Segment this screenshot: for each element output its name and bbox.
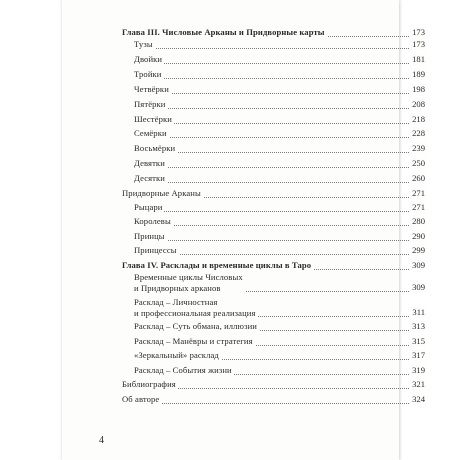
dot-leader	[134, 333, 425, 346]
toc-entry-title	[122, 259, 313, 271]
toc-entry-title-line: Девятки	[134, 158, 165, 168]
dot-leader	[134, 199, 425, 212]
toc-entry-page-number: 239	[412, 143, 425, 153]
toc-entry-title	[122, 378, 178, 390]
toc-entry	[134, 140, 425, 152]
toc-entry-title-line: Расклад – Суть обмана, иллюзии	[134, 321, 257, 331]
toc-entry-title-line: Четвёрки	[134, 84, 169, 94]
dot-leader	[134, 96, 425, 109]
toc-entry-page-number: 315	[412, 336, 425, 346]
dot-leader	[134, 36, 425, 49]
toc-entry-page-number: 228	[412, 128, 425, 138]
toc-entry-title-line: Временные циклы Числовых	[134, 272, 243, 282]
dot-leader	[134, 81, 425, 94]
toc-entry-title	[134, 349, 221, 361]
toc-entry-page-number: 189	[412, 69, 425, 79]
toc-entry-title	[122, 393, 161, 405]
toc-entry-title	[134, 215, 173, 227]
toc-entry-title-line: Тройки	[134, 69, 162, 79]
toc-entry-title-line: и Придворных арканов	[134, 282, 221, 293]
dot-leader	[134, 228, 425, 241]
toc-entry-page-number: 299	[412, 245, 425, 255]
dot-leader	[122, 257, 425, 270]
toc-entry-title-line: Шестёрки	[134, 114, 172, 124]
dot-leader	[122, 376, 425, 389]
toc-entry	[122, 391, 425, 403]
dot-leader	[122, 185, 425, 198]
table-of-contents	[122, 0, 425, 460]
toc-entry-title	[134, 272, 245, 293]
toc-entry	[134, 228, 425, 240]
toc-entry	[134, 297, 425, 318]
toc-entry-title-line: Расклад – Личностная	[134, 297, 218, 307]
toc-entry	[134, 111, 425, 123]
toc-entry	[134, 272, 425, 293]
toc-entry	[122, 185, 425, 197]
toc-entry-page-number: 173	[412, 27, 425, 37]
toc-entry-title	[134, 113, 174, 125]
toc-entry-title	[134, 244, 179, 256]
dot-leader	[134, 362, 425, 375]
toc-entry-title	[134, 142, 177, 154]
toc-entry	[134, 347, 425, 359]
dot-leader	[134, 272, 425, 293]
dot-leader	[122, 391, 425, 404]
toc-entry	[134, 199, 425, 211]
toc-entry-title-line: Принцессы	[134, 245, 177, 255]
toc-entry-title	[134, 320, 259, 332]
toc-entry	[134, 36, 425, 48]
toc-entry-title-line: Библиография	[122, 379, 176, 389]
toc-entry-title-line: Глава III. Числовые Арканы и Придворные карты	[122, 27, 325, 37]
toc-entry-title-line: Двойки	[134, 54, 163, 64]
dot-leader	[134, 242, 425, 255]
toc-entry-title-line: Пятёрки	[134, 99, 166, 109]
book-page	[62, 0, 425, 460]
toc-entry-page-number: 198	[412, 84, 425, 94]
page-number: 4	[99, 435, 104, 446]
toc-entry-title	[134, 98, 168, 110]
toc-entry	[122, 376, 425, 388]
toc-entry-page-number: 280	[412, 216, 425, 226]
toc-entry-title	[134, 127, 169, 139]
toc-entry	[134, 155, 425, 167]
toc-entry-title	[122, 187, 203, 199]
toc-entry-title	[134, 230, 167, 242]
toc-entry-title-line: Расклад – Манёвры и стратегия	[134, 336, 253, 346]
toc-entry	[134, 362, 425, 374]
toc-entry-title	[134, 172, 167, 184]
toc-entry-title-line: Принцы	[134, 231, 165, 241]
toc-entry-page-number: 309	[412, 260, 425, 270]
toc-entry-page-number: 324	[412, 394, 425, 404]
toc-entry-title-line: Семёрки	[134, 128, 167, 138]
dot-leader	[134, 347, 425, 360]
toc-entry-page-number: 311	[412, 307, 425, 317]
dot-leader	[134, 170, 425, 183]
toc-entry-title-line: Расклад – События жизни	[134, 365, 232, 375]
toc-entry-title-line: Королевы	[134, 216, 171, 226]
toc-entry	[134, 96, 425, 108]
toc-entry-title	[134, 38, 155, 50]
toc-entry-title-line: Глава IV. Расклады и временные циклы в Таро	[122, 260, 312, 270]
toc-entry-page-number: 271	[412, 188, 425, 198]
toc-entry-title	[134, 83, 171, 95]
toc-chapter-entry	[122, 257, 425, 269]
toc-entry-title	[134, 53, 164, 65]
toc-entry	[134, 213, 425, 225]
toc-entry	[134, 242, 425, 254]
toc-entry-page-number: 313	[412, 321, 425, 331]
toc-entry-page-number: 321	[412, 379, 425, 389]
toc-entry-page-number: 271	[412, 202, 425, 212]
dot-leader	[134, 111, 425, 124]
toc-entry-title	[134, 68, 164, 80]
toc-entry-title-line: «Зеркальный» расклад	[134, 350, 219, 360]
toc-entry-title-line: Об авторе	[122, 394, 160, 404]
toc-entry-title	[134, 297, 258, 318]
toc-entry	[134, 125, 425, 137]
toc-entry	[134, 318, 425, 330]
toc-entry-page-number: 173	[412, 39, 425, 49]
toc-entry-title-line: Восьмёрки	[134, 143, 176, 153]
toc-entry	[134, 333, 425, 345]
toc-entry	[134, 170, 425, 182]
dot-leader	[134, 155, 425, 168]
toc-entry-title	[134, 335, 255, 347]
toc-entry	[134, 51, 425, 63]
dot-leader	[134, 125, 425, 138]
toc-entry-page-number: 319	[412, 365, 425, 375]
toc-entry-page-number: 250	[412, 158, 425, 168]
dot-leader	[134, 66, 425, 79]
toc-entry-page-number: 317	[412, 350, 425, 360]
toc-entry-page-number: 290	[412, 231, 425, 241]
dot-leader	[134, 140, 425, 153]
dot-leader	[134, 318, 425, 331]
toc-entry-title-line: Придворные Арканы	[122, 188, 201, 198]
toc-entry-title	[134, 364, 234, 376]
toc-entry-page-number: 208	[412, 99, 425, 109]
toc-entry-page-number: 181	[412, 54, 425, 64]
dot-leader	[134, 297, 425, 318]
toc-entry-title	[134, 201, 164, 213]
toc-chapter-entry	[122, 24, 425, 36]
toc-entry-title	[134, 157, 167, 169]
dot-leader	[134, 51, 425, 64]
toc-entry-title-line: Рыцари	[134, 202, 163, 212]
toc-entry-title-line: Десятки	[134, 173, 165, 183]
toc-entry-page-number: 260	[412, 173, 425, 183]
toc-entry-title-line: и профессиональная реализация	[134, 307, 256, 318]
toc-entry-page-number: 218	[412, 114, 425, 124]
toc-entry-title-line: Тузы	[134, 39, 153, 49]
dot-leader	[134, 213, 425, 226]
toc-entry	[134, 81, 425, 93]
toc-entry-page-number: 309	[412, 282, 425, 292]
toc-entry	[134, 66, 425, 78]
